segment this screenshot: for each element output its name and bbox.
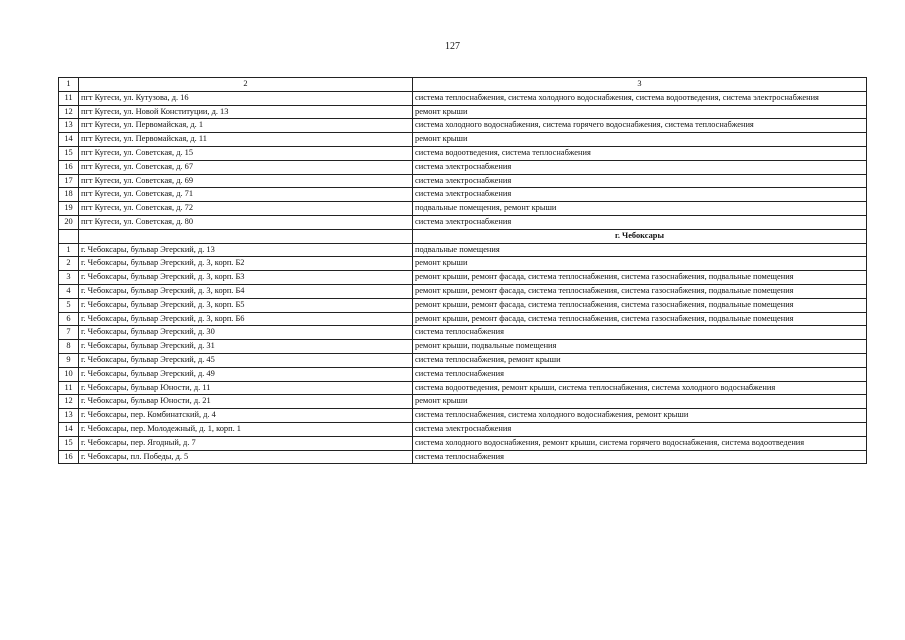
table-row	[59, 340, 867, 354]
table-row	[59, 243, 867, 257]
table-header-row	[59, 78, 867, 92]
registry-table	[58, 77, 867, 464]
row-address-cell: пгт Кугеси, ул. Советская, д. 80	[79, 215, 413, 229]
row-number-cell: 12	[59, 395, 79, 409]
row-works-cell: ремонт крыши	[413, 257, 867, 271]
row-address-cell: г. Чебоксары, бульвар Эгерский, д. 3, корп. Б5	[79, 298, 413, 312]
row-number-cell: 7	[59, 326, 79, 340]
row-address-cell: г. Чебоксары, бульвар Эгерский, д. 3, корп. Б6	[79, 312, 413, 326]
row-address-cell: г. Чебоксары, бульвар Эгерский, д. 45	[79, 353, 413, 367]
row-address-cell: г. Чебоксары, бульвар Эгерский, д. 3, корп. Б2	[79, 257, 413, 271]
table-row	[59, 353, 867, 367]
section-title: г. Чебоксары	[413, 229, 867, 243]
row-address-cell: г. Чебоксары, пер. Ягодный, д. 7	[79, 436, 413, 450]
row-works-cell: ремонт крыши, подвальные помещения	[413, 340, 867, 354]
row-works-cell: система электроснабжения	[413, 422, 867, 436]
table-row	[59, 381, 867, 395]
row-works-cell: система холодного водоснабжения, система горячего водоснабжения, система теплоснабжения	[413, 119, 867, 133]
table-row	[59, 271, 867, 285]
row-number-cell: 17	[59, 174, 79, 188]
row-number-cell: 4	[59, 284, 79, 298]
row-works-cell: система теплоснабжения, система холодного водоснабжения, система водоотведения, система электроснабжения	[413, 91, 867, 105]
row-number-cell: 14	[59, 422, 79, 436]
header-cell-number: 1	[59, 78, 79, 92]
row-address-cell: пгт Кугеси, ул. Советская, д. 69	[79, 174, 413, 188]
row-number-cell: 16	[59, 450, 79, 464]
header-cell-address: 2	[79, 78, 413, 92]
table-row	[59, 119, 867, 133]
row-number-cell: 13	[59, 409, 79, 423]
row-address-cell: г. Чебоксары, бульвар Эгерский, д. 13	[79, 243, 413, 257]
section-blank-cell	[79, 229, 413, 243]
row-number-cell: 6	[59, 312, 79, 326]
row-works-cell: ремонт крыши	[413, 133, 867, 147]
row-works-cell: система электроснабжения	[413, 215, 867, 229]
row-address-cell: пгт Кугеси, ул. Первомайская, д. 1	[79, 119, 413, 133]
row-address-cell: г. Чебоксары, бульвар Эгерский, д. 49	[79, 367, 413, 381]
row-works-cell: система холодного водоснабжения, ремонт крыши, система горячего водоснабжения, система водоотведения	[413, 436, 867, 450]
row-number-cell: 15	[59, 146, 79, 160]
row-works-cell: система электроснабжения	[413, 160, 867, 174]
table-row	[59, 326, 867, 340]
row-works-cell: ремонт крыши, ремонт фасада, система теплоснабжения, система газоснабжения, подвальные помещения	[413, 271, 867, 285]
row-number-cell: 12	[59, 105, 79, 119]
row-address-cell: г. Чебоксары, бульвар Эгерский, д. 30	[79, 326, 413, 340]
row-works-cell: ремонт крыши, ремонт фасада, система теплоснабжения, система газоснабжения, подвальные помещения	[413, 284, 867, 298]
row-works-cell: система теплоснабжения, система холодного водоснабжения, ремонт крыши	[413, 409, 867, 423]
table-row	[59, 215, 867, 229]
row-works-cell: система теплоснабжения, ремонт крыши	[413, 353, 867, 367]
row-address-cell: г. Чебоксары, пер. Комбинатский, д. 4	[79, 409, 413, 423]
row-address-cell: г. Чебоксары, пл. Победы, д. 5	[79, 450, 413, 464]
table-row	[59, 450, 867, 464]
row-works-cell: ремонт крыши	[413, 395, 867, 409]
row-number-cell: 13	[59, 119, 79, 133]
table-row	[59, 298, 867, 312]
table-row	[59, 202, 867, 216]
row-works-cell: система теплоснабжения	[413, 367, 867, 381]
row-number-cell: 9	[59, 353, 79, 367]
table-row	[59, 146, 867, 160]
row-address-cell: пгт Кугеси, ул. Советская, д. 71	[79, 188, 413, 202]
table-row	[59, 91, 867, 105]
row-number-cell: 3	[59, 271, 79, 285]
row-works-cell: ремонт крыши	[413, 105, 867, 119]
row-works-cell: система теплоснабжения	[413, 450, 867, 464]
row-number-cell: 1	[59, 243, 79, 257]
row-address-cell: г. Чебоксары, бульвар Юности, д. 11	[79, 381, 413, 395]
row-number-cell: 14	[59, 133, 79, 147]
row-works-cell: подвальные помещения, ремонт крыши	[413, 202, 867, 216]
row-address-cell: пгт Кугеси, ул. Кутузова, д. 16	[79, 91, 413, 105]
table-row	[59, 284, 867, 298]
row-number-cell: 18	[59, 188, 79, 202]
row-works-cell: ремонт крыши, ремонт фасада, система теплоснабжения, система газоснабжения, подвальные помещения	[413, 312, 867, 326]
table-row	[59, 422, 867, 436]
table-row	[59, 188, 867, 202]
page-number: 127	[445, 41, 460, 52]
table-row	[59, 174, 867, 188]
row-works-cell: система электроснабжения	[413, 188, 867, 202]
table-row	[59, 395, 867, 409]
table-body	[59, 78, 867, 464]
table-row	[59, 436, 867, 450]
row-address-cell: пгт Кугеси, ул. Первомайская, д. 11	[79, 133, 413, 147]
row-number-cell: 11	[59, 381, 79, 395]
header-cell-works: 3	[413, 78, 867, 92]
row-works-cell: система электроснабжения	[413, 174, 867, 188]
row-address-cell: пгт Кугеси, ул. Советская, д. 72	[79, 202, 413, 216]
table-row	[59, 160, 867, 174]
table-row	[59, 105, 867, 119]
row-number-cell: 15	[59, 436, 79, 450]
row-works-cell: система водоотведения, ремонт крыши, система теплоснабжения, система холодного водоснабжения	[413, 381, 867, 395]
row-works-cell: система теплоснабжения	[413, 326, 867, 340]
row-number-cell: 16	[59, 160, 79, 174]
row-address-cell: г. Чебоксары, бульвар Эгерский, д. 31	[79, 340, 413, 354]
table-row	[59, 257, 867, 271]
row-address-cell: пгт Кугеси, ул. Советская, д. 15	[79, 146, 413, 160]
table-row	[59, 409, 867, 423]
row-works-cell: подвальные помещения	[413, 243, 867, 257]
row-works-cell: система водоотведения, система теплоснабжения	[413, 146, 867, 160]
row-address-cell: г. Чебоксары, бульвар Юности, д. 21	[79, 395, 413, 409]
row-number-cell: 5	[59, 298, 79, 312]
section-blank-cell	[59, 229, 79, 243]
row-number-cell: 11	[59, 91, 79, 105]
row-address-cell: пгт Кугеси, ул. Советская, д. 67	[79, 160, 413, 174]
row-address-cell: г. Чебоксары, бульвар Эгерский, д. 3, корп. Б3	[79, 271, 413, 285]
row-number-cell: 19	[59, 202, 79, 216]
section-row	[59, 229, 867, 243]
table-row	[59, 312, 867, 326]
row-works-cell: ремонт крыши, ремонт фасада, система теплоснабжения, система газоснабжения, подвальные помещения	[413, 298, 867, 312]
row-number-cell: 20	[59, 215, 79, 229]
row-number-cell: 8	[59, 340, 79, 354]
table-row	[59, 367, 867, 381]
table-row	[59, 133, 867, 147]
row-address-cell: г. Чебоксары, бульвар Эгерский, д. 3, корп. Б4	[79, 284, 413, 298]
row-number-cell: 2	[59, 257, 79, 271]
row-number-cell: 10	[59, 367, 79, 381]
row-address-cell: г. Чебоксары, пер. Молодежный, д. 1, корп. 1	[79, 422, 413, 436]
row-address-cell: пгт Кугеси, ул. Новой Конституции, д. 13	[79, 105, 413, 119]
